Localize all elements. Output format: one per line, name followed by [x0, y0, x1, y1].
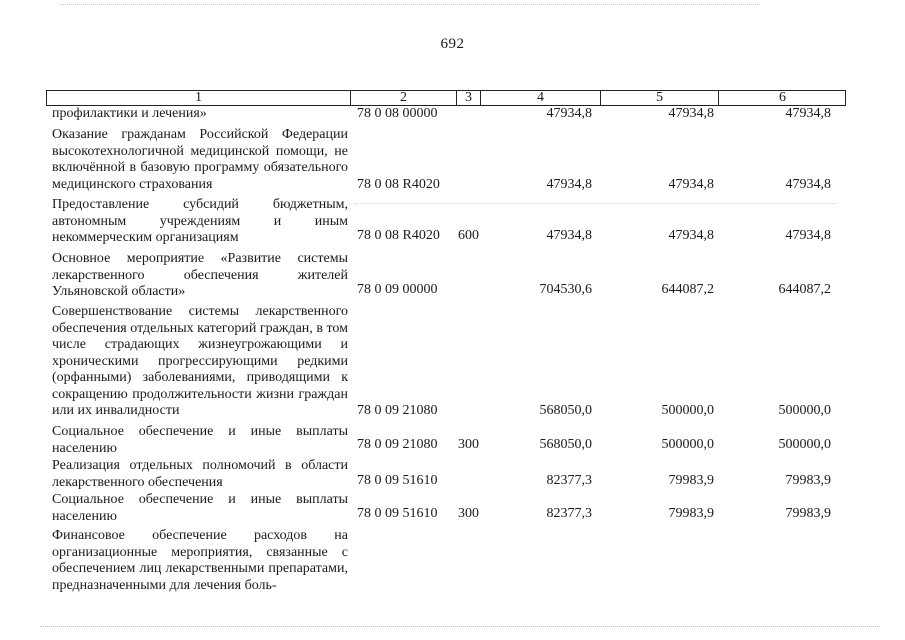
- row-code: 78 0 09 51610: [357, 473, 438, 488]
- row-description: Финансовое обеспечение расходов на организационные мероприятия, связанные с обеспечением лиц лекарственными препаратами, предназначенными для лечения боль-: [52, 528, 348, 593]
- row-value-col5: 47934,8: [668, 106, 714, 121]
- row-value-col5: 47934,8: [668, 177, 714, 192]
- row-value-col4: 568050,0: [539, 403, 592, 418]
- column-header-6: 6: [779, 90, 786, 105]
- row-value-col4: 82377,3: [546, 506, 592, 521]
- row-value-col4: 47934,8: [546, 106, 592, 121]
- row-value-col6: 47934,8: [785, 106, 831, 121]
- row-value-col5: 47934,8: [668, 228, 714, 243]
- row-value-col6: 79983,9: [785, 473, 831, 488]
- row-value-col4: 47934,8: [546, 177, 592, 192]
- column-header-5: 5: [601, 91, 719, 105]
- row-description: Социальное обеспечение и иные выплаты населению: [52, 424, 348, 456]
- row-description: Реализация отдельных полномочий в области лекарственного обеспечения: [52, 458, 348, 490]
- row-value-col6: 644087,2: [778, 282, 831, 297]
- row-code: 78 0 08 R4020: [357, 228, 440, 243]
- column-header-4: 4: [481, 91, 601, 105]
- row-value-col5: 79983,9: [668, 506, 714, 521]
- row-group: 300: [458, 437, 479, 452]
- column-header-3: 3: [457, 91, 481, 105]
- row-description: Совершенствование системы лекарственного обеспечения отдельных категорий граждан, в том числе страдающих жизнеугрожающими и хроническими прогрессирующими редкими (орфанными) заболеваниями, приводящими к сокращению продолжительности жизни граждан или их инвалидности: [52, 304, 348, 418]
- row-value-col5: 79983,9: [668, 473, 714, 488]
- row-value-col4: 704530,6: [539, 282, 592, 297]
- row-value-col4: 47934,8: [546, 228, 592, 243]
- row-value-col6: 79983,9: [785, 506, 831, 521]
- row-description: профилактики и лечения»: [52, 106, 207, 121]
- row-value-col6: 500000,0: [778, 437, 831, 452]
- row-value-col6: 500000,0: [778, 403, 831, 418]
- scan-artifact-bottom: [40, 626, 880, 629]
- scan-artifact-top: [60, 4, 760, 7]
- row-value-col5: 644087,2: [661, 282, 714, 297]
- row-value-col4: 568050,0: [539, 437, 592, 452]
- row-code: 78 0 09 51610: [357, 506, 438, 521]
- row-code: 78 0 09 00000: [357, 282, 438, 297]
- row-code: 78 0 08 00000: [357, 106, 438, 121]
- row-value-col4: 82377,3: [546, 473, 592, 488]
- column-header-1: 1: [47, 91, 351, 105]
- row-code: 78 0 08 R4020: [357, 177, 440, 192]
- row-description: Предоставление субсидий бюджетным, автономным учреждениям и иным некоммерческим организациям: [52, 197, 348, 245]
- row-group: 300: [458, 506, 479, 521]
- column-header-2: 2: [351, 91, 457, 105]
- row-value-col5: 500000,0: [661, 437, 714, 452]
- row-description: Социальное обеспечение и иные выплаты населению: [52, 492, 348, 524]
- row-code: 78 0 09 21080: [357, 437, 438, 452]
- row-value-col6: 47934,8: [785, 177, 831, 192]
- scan-artifact-line: [355, 203, 835, 205]
- row-value-col6: 47934,8: [785, 228, 831, 243]
- page-number: 692: [440, 36, 465, 52]
- row-group: 600: [458, 228, 479, 243]
- row-description: Основное мероприятие «Развитие системы лекарственного обеспечения жителей Ульяновской области»: [52, 251, 348, 299]
- table-header: [46, 90, 846, 106]
- row-description: Оказание гражданам Российской Федерации высокотехнологичной медицинской помощи, не включённой в базовую программу обязательного медицинского страхования: [52, 127, 348, 192]
- row-code: 78 0 09 21080: [357, 403, 438, 418]
- row-value-col5: 500000,0: [661, 403, 714, 418]
